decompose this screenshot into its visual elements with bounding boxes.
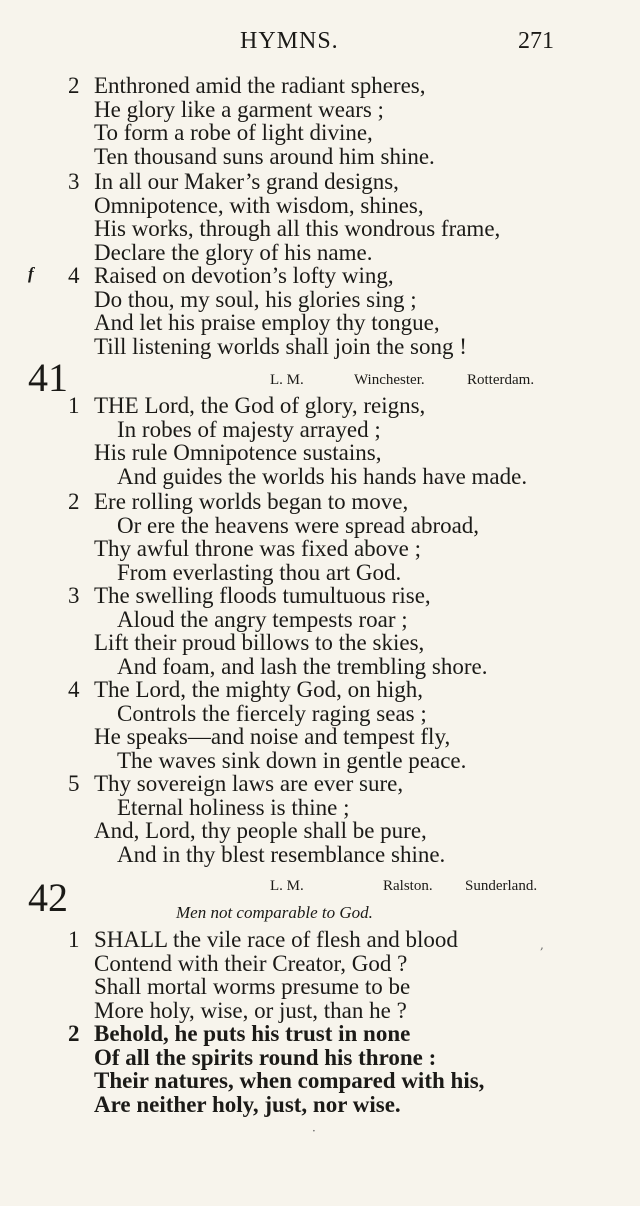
line-text: Behold, he puts his trust in none [94, 1021, 411, 1046]
verse-number: 1 [68, 393, 80, 418]
verse-line [0, 217, 640, 241]
verse-line [0, 725, 640, 749]
verse-line [0, 288, 640, 312]
hymn-41-heading [0, 355, 640, 400]
verse-line [0, 702, 640, 726]
ink-speck: , [540, 938, 544, 952]
verse-line [0, 1022, 640, 1046]
line-text: Contend with their Creator, God ? [94, 950, 408, 976]
verse-line [0, 608, 640, 632]
verse-line [0, 796, 640, 820]
line-text: To form a robe of light divine, [94, 120, 373, 145]
verse-line [0, 335, 640, 359]
line-text: Of all the spirits round his throne : [94, 1044, 437, 1070]
hymn-number: 42 [28, 875, 68, 920]
tune-name: Sunderland. [465, 878, 538, 894]
verse-line [0, 655, 640, 679]
line-text: And let his praise employ thy tongue, [94, 310, 440, 335]
verse-line [0, 311, 640, 335]
verse-line [0, 98, 640, 122]
verse-line [0, 194, 640, 218]
line-text: Are neither holy, just, nor wise. [94, 1091, 401, 1117]
tune-name: Ralston. [383, 878, 433, 894]
line-text: Lift their proud billows to the skies, [94, 630, 425, 655]
verse-line [0, 1069, 640, 1093]
verse-line [0, 819, 640, 843]
line-text: The swelling floods tumultuous rise, [94, 583, 431, 608]
verse [0, 264, 640, 358]
verse-line [0, 465, 640, 489]
line-text: From everlasting thou art God. [117, 559, 402, 585]
line-text: The Lord, the mighty God, on high, [94, 677, 423, 702]
line-text: Enthroned amid the radiant spheres, [94, 73, 426, 98]
line-text: In robes of majesty arrayed ; [117, 416, 381, 442]
verse [0, 394, 640, 488]
line-text: Ere rolling worlds began to move, [94, 489, 409, 514]
verse-line [0, 999, 640, 1023]
verse-line [0, 394, 640, 418]
line-text: Eternal holiness is thine ; [117, 794, 350, 820]
verse-line [0, 241, 640, 265]
tune-name: Rotterdam. [467, 372, 535, 388]
line-text: His works, through all this wondrous frame, [94, 216, 501, 241]
line-text: Their natures, when compared with his, [94, 1068, 485, 1093]
verse-line [0, 537, 640, 561]
line-text: Ten thousand suns around him shine. [94, 143, 435, 169]
line-text: And in thy blest resemblance shine. [117, 841, 446, 867]
verse-line [0, 749, 640, 773]
running-head: HYMNS. [240, 28, 339, 54]
hymn-meter: L. M. [270, 878, 304, 894]
line-text: And foam, and lash the trembling shore. [117, 653, 488, 679]
line-text: He glory like a garment wears ; [94, 96, 384, 122]
page-header [0, 28, 640, 58]
verse-line [0, 1093, 640, 1117]
verse-line [0, 170, 640, 194]
verse [0, 928, 640, 1022]
line-text: In all our Maker’s grand designs, [94, 169, 399, 194]
verse-line [0, 441, 640, 465]
verse-line [0, 418, 640, 442]
verse-number: 1 [68, 927, 80, 952]
verse [0, 678, 640, 772]
verse-number: 2 [68, 73, 80, 98]
verse-line [0, 952, 640, 976]
verse-line [0, 843, 640, 867]
hymn-subtitle: Men not comparable to God. [176, 903, 373, 922]
line-text: Declare the glory of his name. [94, 239, 373, 265]
verse-line [0, 74, 640, 98]
page-number: 271 [518, 28, 554, 54]
verse-line [0, 678, 640, 702]
line-text: Thy sovereign laws are ever sure, [94, 771, 404, 796]
line-text: Aloud the angry tempests roar ; [117, 606, 408, 632]
verse [0, 1022, 640, 1116]
verse-number: 3 [68, 169, 80, 194]
tune-name: Winchester. [354, 372, 425, 388]
line-text: He speaks—and noise and tempest fly, [94, 724, 451, 749]
line-text: Or ere the heavens were spread abroad, [117, 512, 480, 538]
hymn-meter: L. M. [270, 372, 304, 388]
line-text: His rule Omnipotence sustains, [94, 440, 382, 465]
verse [0, 772, 640, 866]
hymn-number: 41 [28, 355, 68, 400]
verse-line [0, 490, 640, 514]
line-text: The waves sink down in gentle peace. [117, 747, 467, 773]
verse-line [0, 264, 640, 288]
line-text: Do thou, my soul, his glories sing ; [94, 286, 417, 312]
verse [0, 74, 640, 168]
verse-line [0, 1046, 640, 1070]
line-text: THE Lord, the God of glory, reigns, [94, 393, 426, 418]
line-text: SHALL the vile race of flesh and blood [94, 927, 458, 952]
dynamic-mark: f [28, 264, 34, 283]
line-text: More holy, wise, or just, than he ? [94, 997, 407, 1023]
verse-line [0, 561, 640, 585]
verse-number: 4 [68, 263, 80, 288]
verse-number: 3 [68, 583, 80, 608]
line-text: And, Lord, thy people shall be pure, [94, 818, 427, 843]
verse [0, 584, 640, 678]
verse-line [0, 121, 640, 145]
verse-line [0, 514, 640, 538]
line-text: Thy awful throne was fixed above ; [94, 536, 422, 561]
line-text: Till listening worlds shall join the song ! [94, 333, 467, 359]
verse [0, 490, 640, 584]
verse-number: 4 [68, 677, 80, 702]
verse-line [0, 631, 640, 655]
verse-line [0, 145, 640, 169]
verse-number: 5 [68, 771, 80, 796]
verse-line [0, 975, 640, 999]
line-text: Controls the fiercely raging seas ; [117, 700, 427, 726]
ink-speck: · [312, 1124, 316, 1138]
verse-number: 2 [68, 1021, 80, 1046]
verse-line [0, 584, 640, 608]
line-text: Omnipotence, with wisdom, shines, [94, 192, 424, 218]
verse-number: 2 [68, 489, 80, 514]
line-text: Raised on devotion’s lofty wing, [94, 263, 394, 288]
line-text: And guides the worlds his hands have made. [117, 463, 528, 489]
verse-line [0, 928, 640, 952]
line-text: Shall mortal worms presume to be [94, 974, 411, 999]
verse-line [0, 772, 640, 796]
verse [0, 170, 640, 264]
